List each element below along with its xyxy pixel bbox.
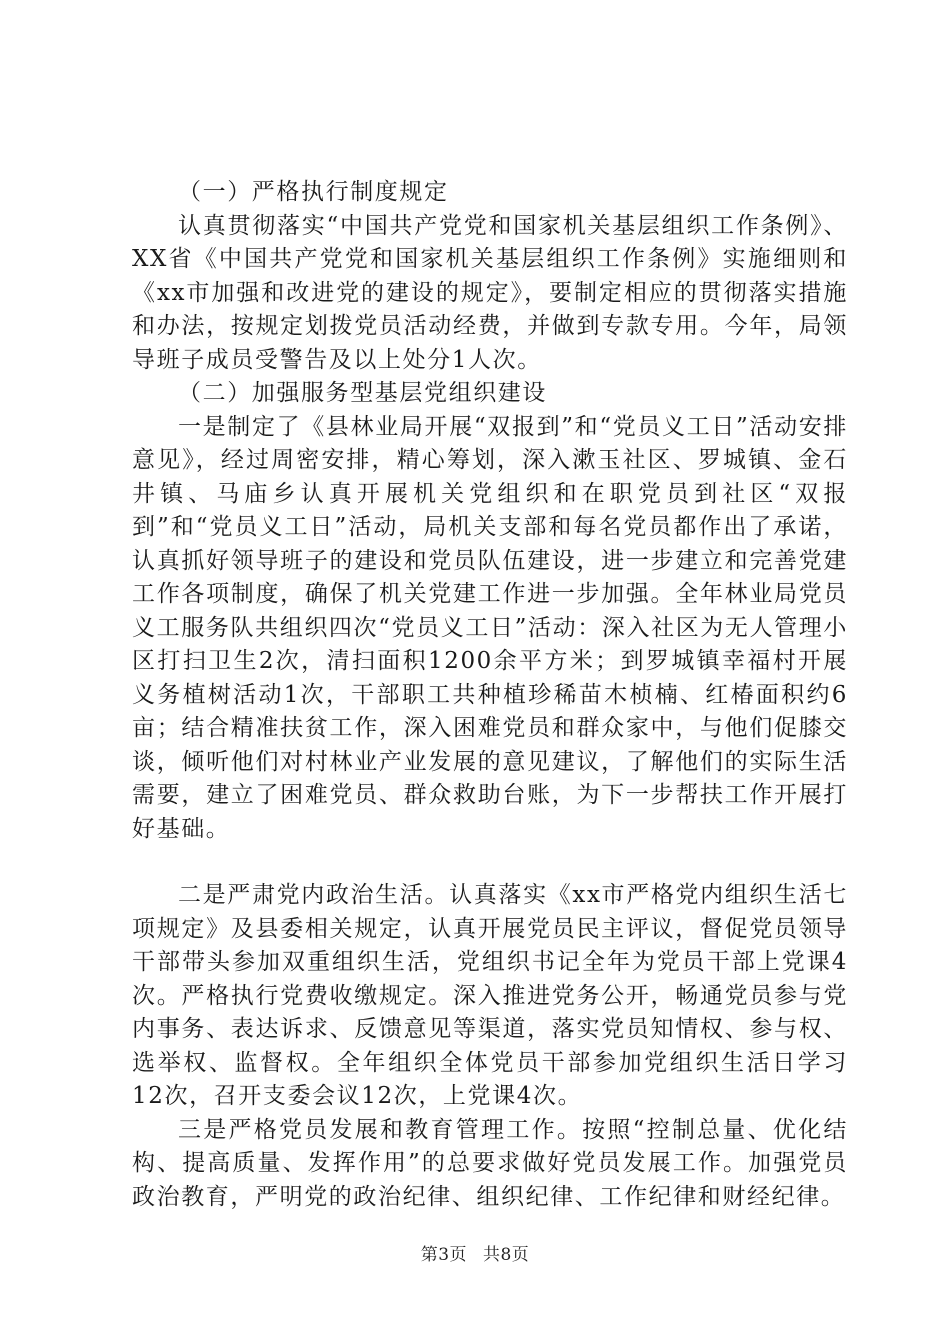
page-footer bbox=[0, 1240, 950, 1265]
document-body bbox=[132, 176, 848, 1214]
paragraph-second-measure: 二是严肃党内政治生活。认真落实《xx市严格党内组织生活七项规定》及县委相关规定，认真开展党员民主评议，督促党员领导干部带头参加双重组织生活，党组织书记全年为党员干部上党课4次。严格执行党费收缴规定。深入推进党务公开，畅通党员参与党内事务、表达诉求、反馈意见等渠道，落实党员知情权、参与权、选举权、监督权。全年组织全体党员干部参加党组织生活日学习12次，召开支委会议12次，上党课4次。 bbox=[132, 882, 848, 1109]
section-heading-1: （一）严格执行制度规定 bbox=[178, 179, 449, 205]
paragraph-regulations: 认真贯彻落实“中国共产党党和国家机关基层组织工作条例》、XX省《中国共产党党和国家机关基层组织工作条例》实施细则和《xx市加强和改进党的建设的规定》，要制定相应的贯彻落实措施和办法，按规定划拨党员活动经费，并做到专款专用。今年，局领导班子成员受警告及以上处分1人次。 bbox=[132, 212, 848, 373]
paragraph-spacer bbox=[132, 846, 848, 879]
page-total: 共8页 bbox=[482, 1245, 530, 1265]
section-heading-2: （二）加强服务型基层党组织建设 bbox=[178, 380, 547, 406]
page-number: 第3页 bbox=[420, 1245, 468, 1265]
paragraph-third-measure: 三是严格党员发展和教育管理工作。按照“控制总量、优化结构、提高质量、发挥作用”的总要求做好党员发展工作。加强党员政治教育，严明党的政治纪律、组织纪律、工作纪律和财经纪律。 bbox=[132, 1116, 848, 1210]
paragraph-first-measure: 一是制定了《县林业局开展“双报到”和“党员义工日”活动安排意见》，经过周密安排，精心筹划，深入漱玉社区、罗城镇、金石井镇、马庙乡认真开展机关党组织和在职党员到社区“双报到”和“党员义工日”活动，局机关支部和每名党员都作出了承诺，认真抓好领导班子的建设和党员队伍建设，进一步建立和完善党建工作各项制度，确保了机关党建工作进一步加强。全年林业局党员义工服务队共组织四次“党员义工日”活动：深入社区为无人管理小区打扫卫生2次，清扫面积1200余平方米；到罗城镇幸福村开展义务植树活动1次，干部职工共种植珍稀苗木桢楠、红椿面积约6亩；结合精准扶贫工作，深入困难党员和群众家中，与他们促膝交谈，倾听他们对村林业产业发展的意见建议，了解他们的实际生活需要，建立了困难党员、群众救助台账，为下一步帮扶工作开展打好基础。 bbox=[132, 413, 848, 842]
